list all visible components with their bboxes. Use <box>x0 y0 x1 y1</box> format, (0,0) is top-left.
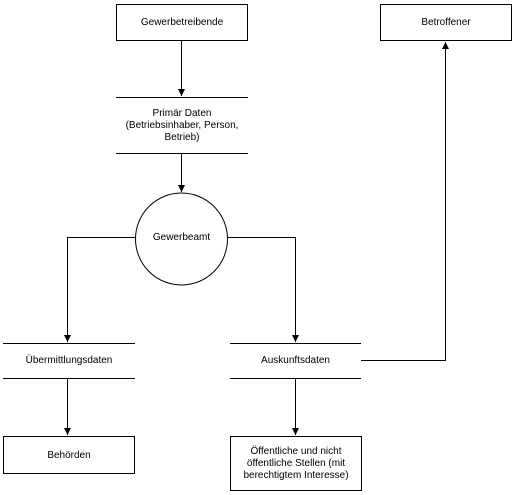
behoerden-label: Behörden <box>47 449 91 461</box>
auskunftsdaten-label: Auskunftsdaten <box>261 355 330 366</box>
flow-gewerbeamt-to-auskunftsdaten <box>228 238 296 343</box>
gewerbetreibende-label: Gewerbetreibende <box>140 17 224 28</box>
flow-auskunftsdaten-to-betroffener <box>361 42 446 361</box>
uebermittlungsdaten-label: Übermittlungsdaten <box>25 355 113 366</box>
stellen-label: Öffentliche und nicht öffentliche Stellen (mit berechtigtem Interesse) <box>243 446 349 481</box>
gewerbeamt-label: Gewerbeamt <box>152 232 211 243</box>
betroffener-label: Betroffener <box>421 17 471 28</box>
primaer-daten-label: Primär Daten (Betriebsinhaber, Person, Betrieb) <box>125 107 239 143</box>
flow-gewerbeamt-to-uebermittlungsdaten <box>68 238 136 343</box>
